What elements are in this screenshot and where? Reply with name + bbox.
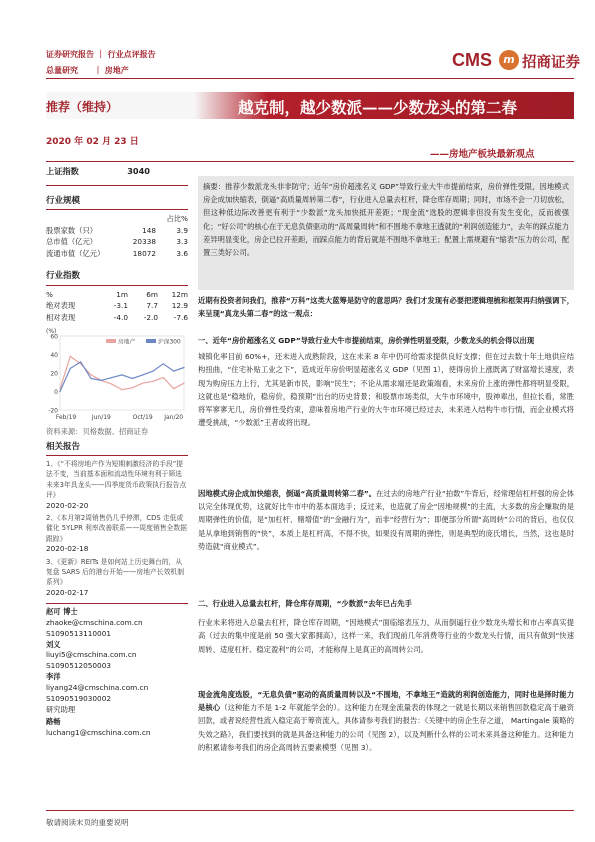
intro: 近期有投资者问我们，推荐“万科”这类大蓝筹是防守的意思吗？我们才发现有必要把逻辑理梳和框架再归纳强调下，来呈现“真龙头第二春”的这一观点： <box>198 296 574 319</box>
series-line-1 <box>60 362 184 392</box>
series-line-0 <box>60 356 184 389</box>
data-point <box>152 371 153 372</box>
data-point <box>121 389 122 390</box>
perf-header: % 1m 6m 12m <box>46 289 188 299</box>
section-body: 在过去的房地产行业“拍数”牛背后，经常理信杠杆强的房企体以完全体现优势，这就好比牛市中的基本面选手；反过来，也造就了房企“因地规模”的主流，大多数的房企赚取的是周期弹性的价值，是“加杠杆、赌增值”的“金融行为”，而非“经营行为”；即便部分所谓“高周转”公司的背后，也仅仅是从拿地到销售的“快”，本质上是杠杆高，不得不快，如果没有周期的弹性，则是典型的庞氏增长，当然，这也是时势造就“商业模式”。 <box>198 489 574 551</box>
section-body: 城镇化率目前 60%+，还未进入成熟阶段，这在未来 8 年中仍可给需求提供良好支撑；但在过去数十年土地供应结构扭曲，“住宅补贴工业之下”，造成近年房价明显超涨名义 GDP（见图 1），使得房价上涨既离了财富增长速度，表现为购房压力上行，尤其是新市民，影响“民生”；不论从需求端还是政策端看，未来房价上涨的弹性都将明显受限，这就也是“稳地价，稳房价，稳预期”出台的历史背景；和股票市场类似，大牛市环境中，股神辈出，但拉长看，常胜将军寥寥无几，房价弹性受约束，意味着房地产行业的大牛市环境已经过去，未来进入结构牛市行情，而企业模式将遭受挑战，“少数派”王者或将出现。 <box>198 352 574 428</box>
data-point <box>183 383 184 384</box>
report-type: 证券研究报告 ｜ 行业点评报告 <box>46 50 156 59</box>
perf-row: 相对表现 -4.0 -2.0 -7.6 <box>46 312 188 322</box>
y-tick-label: 20 <box>50 370 58 378</box>
section-title: 因地模式房企成加快缩表，倒逼“高质量周转第二春”。 <box>198 489 377 498</box>
footer-note: 敬请阅读末页的重要说明 <box>46 818 129 827</box>
data-point <box>173 371 174 372</box>
plot-frame <box>60 336 184 410</box>
section-body: 行业未来将进入总量去杠杆，降仓库存周期，“因地模式”面临缩表压力，从而倒逼行业少数龙头增长和市占率真实提高（过去的集中度是前 50 强大家都拥高），这样一来，我们现前几年消费等行业的少数龙头行情，而只有做到“快速周转、适度杠杆、稳定盈利”的公司，才能称得上是真正的高周转公司。 <box>198 618 574 654</box>
analyst-email[interactable]: liuyi5@cmschina.com.cn <box>46 650 137 660</box>
y-axis-label: (%) <box>46 328 57 335</box>
y-tick-label: -20 <box>48 407 58 415</box>
data-point <box>121 374 122 375</box>
section-3 <box>198 597 574 656</box>
chart-source: 资料来源：贝格数据、招商证券 <box>46 427 149 436</box>
y-tick-label: 40 <box>50 352 58 359</box>
section-title: 二、行业进入总量去杠杆，降仓库存周期，“少数派”去年已占先手 <box>198 599 412 608</box>
data-point <box>163 363 164 364</box>
data-point <box>142 374 143 375</box>
data-point <box>59 391 60 392</box>
report-date: 2020 年 02 月 23 日 <box>46 137 139 147</box>
data-point <box>183 367 184 368</box>
data-point <box>132 387 133 388</box>
legend-swatch <box>146 339 156 343</box>
section-title: 现金流角度选股，“无息负债”驱动的高质量周转以及“不围地，不拿地王”造就的利润创造能力，同时也是择时能力是核心 <box>198 690 574 713</box>
logo-badge-icon: m <box>499 50 519 70</box>
intro-text <box>198 294 574 320</box>
x-tick-label: Oct/19 <box>132 414 153 421</box>
performance-chart <box>46 326 188 424</box>
section-1 <box>198 334 574 429</box>
legend-label: 房地产 <box>118 339 136 346</box>
section-body: （这种能力不是 1-2 年就能学会的）。这种能力在现金流量表的体现之一就是长期以来销售回款稳定高于融资回款，或者说经营性流入稳定高于筹资流入，具体请参考我们的报告：《关键中的房企生存之道， Martingale 策略的失效之路》，我们要找到的就是具备这种能力的公司（见图 2），以及判断什么样的公司未来具备这种能力。这种能力的积累请参考我们的房企高周转五要素模型（见图 3）。 <box>198 703 575 752</box>
analyst: 李洋 liyang24@cmschina.com.cn S1090519030002 <box>46 672 188 704</box>
data-point <box>80 361 81 362</box>
y-tick-label: 60 <box>50 333 58 341</box>
report-subtitle: ——房地产板块最新观点 <box>430 149 535 160</box>
rating: 推荐（维持） <box>46 100 119 114</box>
scale-row: 总市值（亿元） 20338 3.3 <box>46 237 188 246</box>
perf-title: 行业指数 <box>46 271 81 281</box>
related-report[interactable]: 3、《更新》REITs 是如何站上历史舞台的，从复盘 SARS 后的港台开始——房地产长效机制系列》 2020-02-17 <box>46 557 184 597</box>
analyst-email[interactable]: zhaoke@cmschina.com.cn <box>46 618 143 628</box>
x-tick-label: Jun/19 <box>91 414 111 421</box>
perf-row: 绝对表现 -3.1 7.7 12.9 <box>46 301 188 310</box>
analyst: 赵可 博士 zhaoke@cmschina.com.cn S1090513110001 <box>46 607 188 639</box>
footer-rule <box>46 810 574 811</box>
data-point <box>163 377 164 378</box>
data-point <box>70 356 71 357</box>
related-report[interactable]: 2、《本月第2周销售仍几乎停滞，CDS 走低或催化 5YLPR 利率改善联系——周度销售全数据跟踪》 2020-02-18 <box>46 514 187 554</box>
logo-cms: CMS <box>452 50 492 70</box>
section-title: 一、近年“房价超涨名义 GDP”导致行业大牛市提前结束，房价弹性明显受限，少数龙头的机会得以出现 <box>198 336 535 345</box>
header-rule <box>46 78 574 79</box>
data-point <box>101 380 102 381</box>
analyst: 刘义 liuyi5@cmschina.com.cn S1090512050003 <box>46 640 188 672</box>
report-category: 总量研究 ｜ 房地产 <box>46 66 129 75</box>
data-point <box>173 388 174 389</box>
related-title: 相关报告 <box>46 441 81 452</box>
y-tick-label: 0 <box>54 389 58 396</box>
data-point <box>142 383 143 384</box>
related-report[interactable]: 1、《“不将房地产作为短期刺激经济的手段”提法不变，当前基本面和流动性环境有利于筛选未来3年具龙头——四季度货币政策执行报告点评》 2020-02-20 <box>46 460 187 510</box>
x-tick-label: Jan/20 <box>164 414 184 421</box>
logo-chinese: 招商证券 <box>522 55 580 71</box>
data-point <box>90 374 91 375</box>
assistant-label: 研究助理 <box>46 705 76 715</box>
scale-title: 行业规模 <box>46 195 81 206</box>
assistant-name: 路畅 <box>46 716 61 726</box>
scale-row: 流通市值（亿元） 18072 3.6 <box>46 248 188 258</box>
data-point <box>70 368 71 369</box>
legend-swatch <box>106 339 116 343</box>
legend-label: 沪深300 <box>158 339 181 346</box>
data-point <box>152 381 153 382</box>
report-title: 越克制，越少数派——少数龙头的第二春 <box>238 98 518 117</box>
data-point <box>111 377 112 378</box>
data-point <box>132 378 133 379</box>
date-rule <box>46 161 574 162</box>
x-tick-label: Feb/19 <box>55 414 77 421</box>
analyst-email[interactable]: liyang24@cmschina.com.cn <box>46 682 149 692</box>
summary-box <box>198 176 574 290</box>
scale-col-header: 占比% <box>166 214 188 223</box>
data-point <box>111 384 112 385</box>
section-4 <box>198 688 574 754</box>
assistant-email[interactable]: luchang1@cmschina.com.cn <box>46 728 151 738</box>
index-row: 上证指数 3040 <box>46 166 150 176</box>
summary-text: 摘要：推荐少数派龙头非非防守；近年“房价超涨名义 GDP”导致行业大牛市提前结束，房价弹性受限，因地模式房企成加快缩表，倒逼“高质量周转第二春”，行业进入总量去杠杆，降仓库存周期；同时，市场不会一刀切放松，但这种低边际改善更有利于“少数派”龙头加快抵开差距；“现金流”选股的逻辑非但没有发生变化，反而被强化；“好公司”的核心在于无息负债驱动的“高周量周转”和不围地不拿地王透就的“利润创造能力”，去年的踩点能力差异明显变化，房企已拉开差距，而踩点能力的背后就是不围地不拿地王；配置上需规避有“缩表”压力的公司，配置三类好公司。 <box>203 182 569 258</box>
scale-row: 股票家数（只） 148 3.9 <box>46 225 188 235</box>
section-2 <box>198 487 574 553</box>
data-point <box>90 378 91 379</box>
